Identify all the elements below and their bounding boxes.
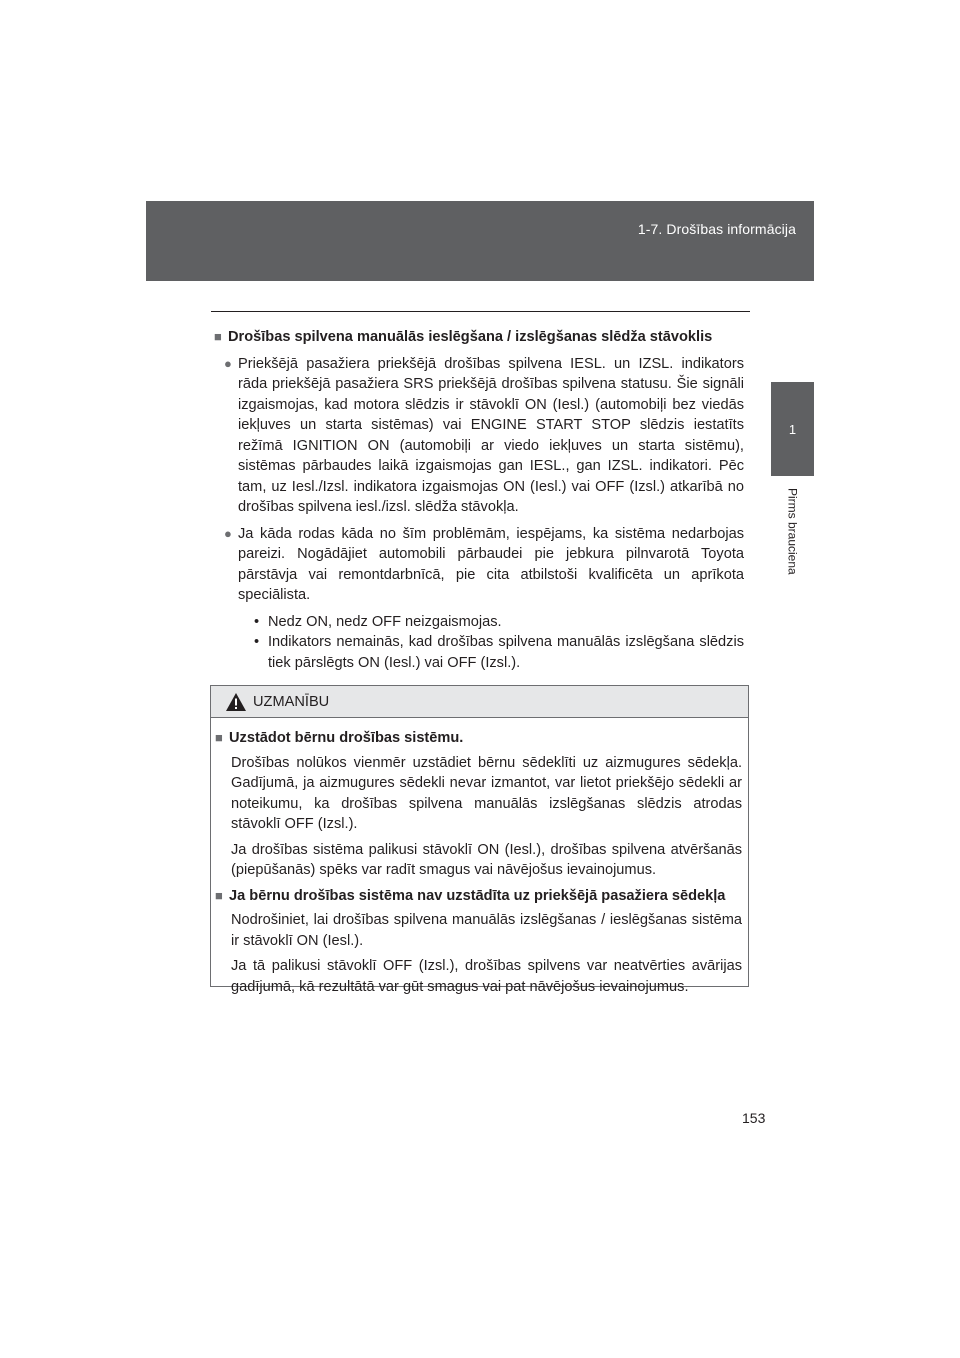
- square-bullet-icon: ■: [215, 887, 223, 903]
- caution-heading: [215, 886, 742, 907]
- chapter-label: [771, 488, 814, 588]
- sub-item: [254, 632, 744, 673]
- round-bullet-icon: ●: [224, 355, 232, 371]
- caution-paragraph: Nodrošiniet, lai drošības spilvena manuālās izslēgšanas / ieslēgšanas sistēma ir stāvoklī ON (Iesl.).: [231, 912, 742, 949]
- section-title: 1-7. Drošības informācija: [637, 221, 796, 237]
- main-content: [214, 327, 744, 673]
- caution-paragraph: Ja drošības sistēma palikusi stāvoklī ON (Iesl.), drošības spilvena atvēršanās (piepūšanās) spēks var radīt smagus vai nāvējošus ievainojumus.: [231, 841, 742, 878]
- sub-item-text: Nedz ON, nedz OFF neizgaismojas.: [268, 613, 502, 630]
- section-heading: [214, 327, 744, 348]
- bullet-text: Priekšējā pasažiera priekšējā drošības spilvena IESL. un IZSL. indikators rāda priekšējā pasažiera SRS priekšējā drošības spilvena statusu. Šie signāli izgaismojas, kad motora slēdzis ir stāvoklī ON (Iesl.) (automobiļi bez viedās iekļuves un starta sistēmas) vai ENGINE START STOP slēdzis iestatīts režīmā IGNITION ON (automobiļi ar viedo iekļuves un starta sistēmu), sistēmas pārbaudes laikā izgaismojas gan IESL., gan IZSL. indikatori. Pēc tam, uz Iesl./Izsl. indikatora izgaismojas ON (Iesl.) vai OFF (Izsl.) atkarībā no drošības spilvena iesl./izsl. slēdža stāvokļa.: [238, 355, 744, 515]
- chapter-title: Pirms brauciena: [785, 488, 800, 575]
- top-rule: [211, 311, 750, 312]
- caution-title: UZMANĪBU: [253, 693, 330, 710]
- chapter-tab: [771, 382, 814, 476]
- round-bullet-icon: ●: [224, 525, 232, 541]
- chapter-number: 1: [788, 421, 797, 437]
- caution-paragraph: Ja tā palikusi stāvoklī OFF (Izsl.), drošības spilvens var neatvērties avārijas gadījumā, kā rezultātā var gūt smagus vai pat nāvējošus ievainojumus.: [231, 958, 742, 995]
- warning-triangle-icon: [225, 692, 247, 712]
- caution-heading-text: Ja bērnu drošības sistēma nav uzstādīta uz priekšējā pasažiera sēdekļa: [229, 887, 726, 904]
- caution-heading: [215, 728, 742, 749]
- small-bullet-icon: •: [254, 634, 260, 650]
- bullet-item: [214, 524, 744, 606]
- caution-heading-text: Uzstādot bērnu drošības sistēmu.: [229, 730, 464, 746]
- sub-item-text: Indikators nemainās, kad drošības spilvena manuālās izslēgšana slēdzis tiek pārslēgts ON (Iesl.) vai OFF (Izsl.).: [268, 634, 744, 671]
- caution-header: [211, 686, 748, 718]
- caution-box: [210, 685, 749, 995]
- caution-paragraph: Drošības nolūkos vienmēr uzstādiet bērnu sēdeklīti uz aizmugures sēdekļa. Gadījumā, ja aizmugures sēdekli nevar izmantot, var lietot priekšējo sēdekli ar noteikumu, ka drošības spilvena manuālās izslēgšanas slēdzis atrodas stāvoklī OFF (Izsl.).: [231, 754, 742, 832]
- bullet-item: [214, 354, 744, 518]
- small-bullet-icon: •: [254, 613, 260, 630]
- sub-item: [254, 612, 744, 633]
- page-number: 153: [742, 1110, 766, 1126]
- caution-body: [211, 718, 748, 997]
- square-bullet-icon: ■: [215, 730, 223, 745]
- header-band: [146, 201, 814, 281]
- section-heading-text: Drošības spilvena manuālās ieslēgšana / izslēgšanas slēdža stāvoklis: [228, 329, 713, 345]
- bullet-text: Ja kāda rodas kāda no šīm problēmām, iespējams, ka sistēma nedarbojas pareizi. Nogādājiet automobili pārbaudei pie jebkura pilnvarotā Toyota pārstāvja vai remontdarbnīcā, pie cita atbilstoši kvalificēta un aprīkota speciālista.: [238, 525, 744, 603]
- square-bullet-icon: ■: [214, 329, 222, 344]
